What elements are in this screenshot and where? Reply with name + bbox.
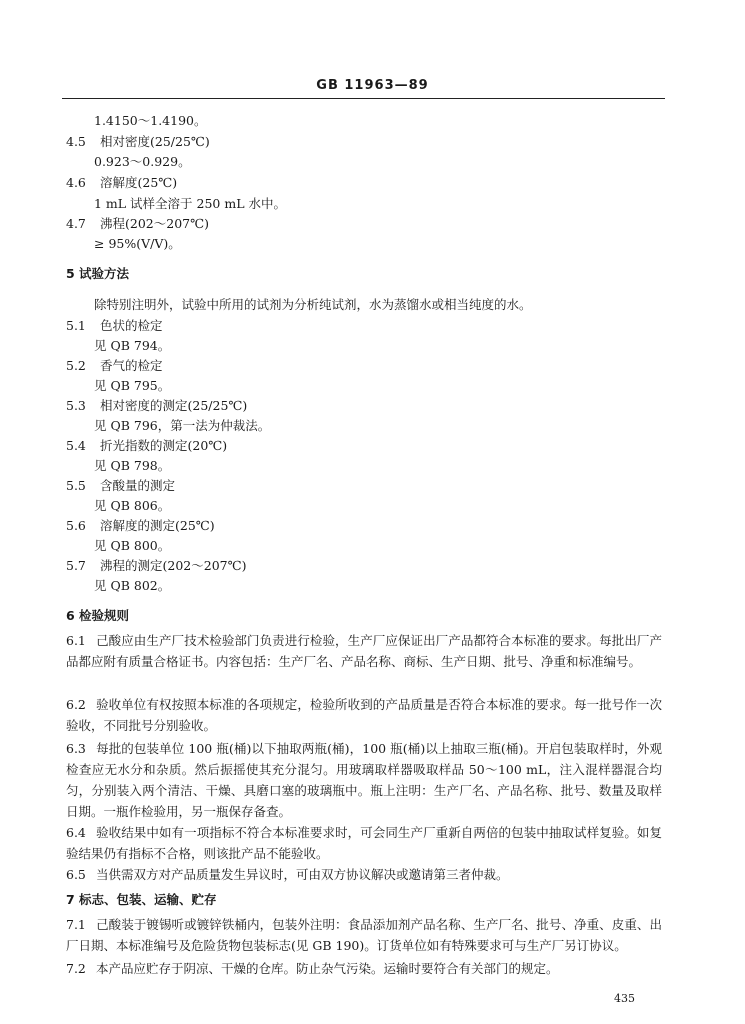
item-title: 沸程的测定(202～207℃) [100,558,247,573]
item-title: 折光指数的测定(20℃) [100,438,228,453]
test-method-ref: 见 QB 806。 [94,498,171,513]
item-number: 5.4 [66,438,86,453]
section-5-title: 5 试验方法 [66,266,130,281]
test-method-ref: 见 QB 796，第一法为仲裁法。 [94,418,271,433]
item-title: 相对密度的测定(25/25℃) [100,398,248,413]
item-title: 含酸量的测定 [100,478,176,493]
item-number: 5.5 [66,478,86,493]
item-title: 香气的检定 [100,358,163,373]
clause-paragraph [66,630,662,672]
clause-text: 验收单位有权按照本标准的各项规定，检验所收到的产品质量是否符合本标准的要求。每一批号作一次验收，不同批号分别验收。 [66,697,662,733]
spec-item [66,216,209,232]
page-number: 435 [614,992,635,1005]
clause-paragraph [66,914,662,956]
clause-paragraph [66,822,662,864]
clause-text: 己酸装于镀锡听或镀锌铁桶内，包装外注明：食品添加剂产品名称、生产厂名、批号、净重、皮重、出厂日期、本标准编号及危险货物包装标志(见 GB 190)。订货单位如有特殊要求可与生产厂另订协议。 [66,917,662,953]
spec-value: 1.4150～1.4190。 [94,113,207,128]
test-method-item [66,318,163,334]
clause-text: 己酸应由生产厂技术检验部门负责进行检验，生产厂应保证出厂产品都符合本标准的要求。每批出厂产品都应附有质量合格证书。内容包括：生产厂名、产品名称、商标、生产日期、批号、净重和标准编号。 [66,633,662,669]
clause-paragraph [66,694,662,736]
test-method-item [66,518,215,534]
clause-number: 6.5 [66,867,86,882]
spec-value: 0.923～0.929。 [94,154,191,169]
page-header: GB 11963—89 [316,78,429,93]
test-method-ref: 见 QB 800。 [94,538,171,553]
item-title: 溶解度的测定(25℃) [100,518,215,533]
clause-paragraph [66,958,662,979]
clause-number: 6.2 [66,697,86,712]
spec-value: 1 mL 试样全溶于 250 mL 水中。 [94,196,286,211]
clause-text: 当供需双方对产品质量发生异议时，可由双方协议解决或邀请第三者仲裁。 [96,867,509,882]
test-method-ref: 见 QB 802。 [94,578,171,593]
test-method-item [66,398,247,414]
spec-value: ≥ 95%(V/V)。 [94,236,181,251]
item-title: 溶解度(25℃) [100,175,178,190]
item-title: 色状的检定 [100,318,163,333]
item-number: 4.6 [66,175,86,190]
item-number: 5.3 [66,398,86,413]
clause-number: 6.1 [66,633,86,648]
test-method-ref: 见 QB 798。 [94,458,171,473]
item-number: 5.6 [66,518,86,533]
test-method-item [66,558,246,574]
clause-text: 验收结果中如有一项指标不符合本标准要求时，可会同生产厂重新自两倍的包装中抽取试样复验。如复验结果仍有指标不合格，则该批产品不能验收。 [66,825,662,861]
clause-text: 每批的包装单位 100 瓶(桶)以下抽取两瓶(桶)，100 瓶(桶)以上抽取三瓶(桶)。开启包装取样时，外观检查应无水分和杂质。然后振摇使其充分混匀。用玻璃取样器吸取样品 50～100 mL，注入混样器混合均匀，分别装入两个清洁、干燥、具磨口塞的玻璃瓶中。瓶上注明：生产厂名、产品名称、批号、数量及取样日期。一瓶作检验用，另一瓶保存备查。 [66,741,662,819]
header-rule [62,98,665,99]
item-number: 4.7 [66,216,86,231]
item-number: 5.1 [66,318,86,333]
clause-paragraph [66,864,662,885]
section-5-intro: 除特别注明外，试验中所用的试剂为分析纯试剂，水为蒸馏水或相当纯度的水。 [94,297,532,312]
item-number: 4.5 [66,134,86,149]
section-6-title: 6 检验规则 [66,608,130,623]
spec-item [66,175,177,191]
clause-number: 7.2 [66,961,86,976]
test-method-item [66,478,175,494]
clause-number: 7.1 [66,917,86,932]
clause-paragraph [66,738,662,822]
clause-number: 6.3 [66,741,86,756]
item-number: 5.7 [66,558,86,573]
clause-text: 本产品应贮存于阴凉、干燥的仓库。防止杂气污染。运输时要符合有关部门的规定。 [96,961,559,976]
clause-number: 6.4 [66,825,86,840]
spec-item [66,134,210,150]
item-number: 5.2 [66,358,86,373]
test-method-ref: 见 QB 795。 [94,378,171,393]
test-method-item [66,438,227,454]
test-method-ref: 见 QB 794。 [94,338,171,353]
section-7-title: 7 标志、包装、运输、贮存 [66,892,217,907]
item-title: 相对密度(25/25℃) [100,134,210,149]
item-title: 沸程(202～207℃) [100,216,209,231]
test-method-item [66,358,163,374]
